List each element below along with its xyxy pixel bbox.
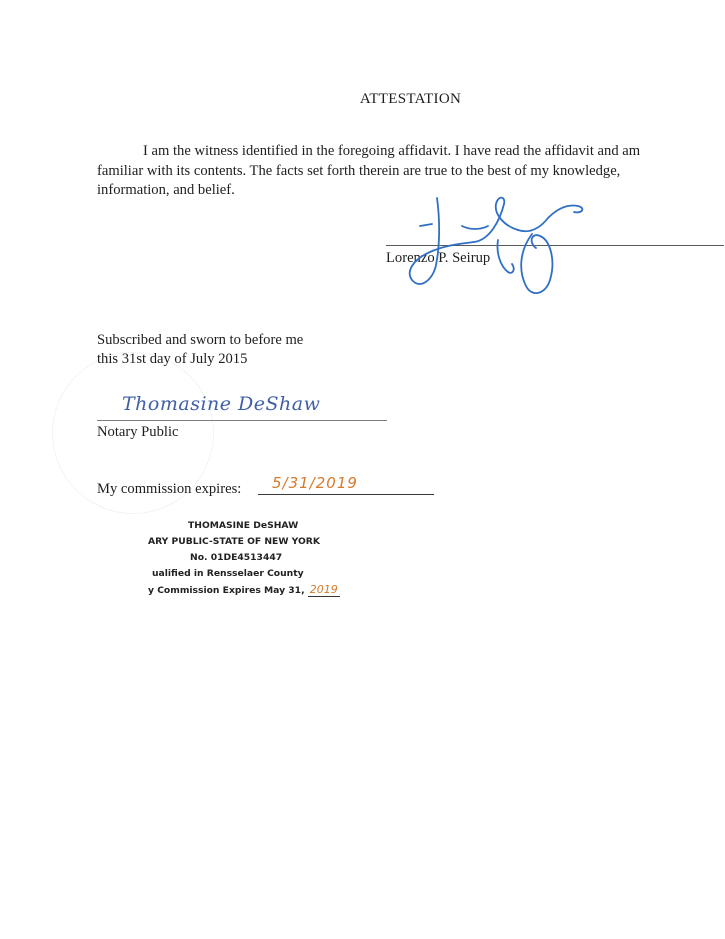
- notary-signature-line: [97, 420, 387, 421]
- notary-stamp: [146, 518, 406, 599]
- stamp-number: No. 01DE4513447: [190, 552, 283, 563]
- notary-public-label: Notary Public: [97, 424, 179, 440]
- stamp-name: THOMASINE DeSHAW: [188, 520, 299, 531]
- witness-handwritten-signature: [400, 190, 600, 305]
- paragraph-line: I am the witness identified in the foregoing affidavit. I have read the affidavit and am: [143, 143, 641, 159]
- stamp-title: ARY PUBLIC-STATE OF NEW YORK: [148, 536, 320, 547]
- notary-handwritten-signature: Thomasine DeShaw: [122, 393, 321, 415]
- witness-name: Lorenzo P. Seirup: [386, 250, 491, 266]
- commission-expires-label: My commission expires:: [97, 481, 242, 497]
- stamp-expiration: [146, 582, 406, 599]
- sworn-statement: [97, 331, 303, 369]
- commission-expires-handwritten-date: 5/31/2019: [272, 474, 358, 492]
- paragraph-line: information, and belief.: [97, 182, 235, 198]
- stamp-expiration-text: y Commission Expires May 31,: [148, 585, 305, 596]
- stamp-county: ualified in Rensselaer County: [152, 568, 304, 579]
- commission-expires-line: [258, 494, 434, 495]
- sworn-line: Subscribed and sworn to before me: [97, 332, 304, 348]
- paragraph-line: familiar with its contents. The facts set forth therein are true to the best of my knowledge,: [97, 162, 621, 179]
- document-title: ATTESTATION: [359, 91, 462, 107]
- sworn-line: this 31st day of July 2015: [97, 351, 248, 367]
- stamp-expiration-year: 2019: [309, 583, 338, 596]
